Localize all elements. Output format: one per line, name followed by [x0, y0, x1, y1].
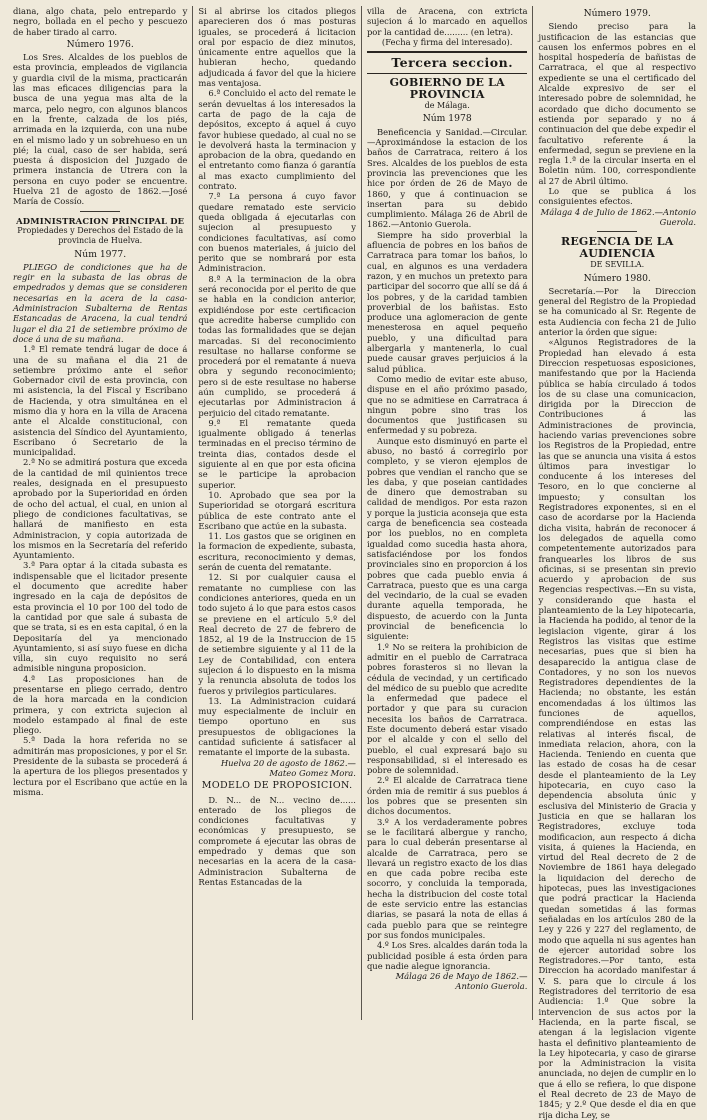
paragraph: Aunque esto disminuyó en parte el abuso, no bastó á corregirlo por completo, y se vieron ejemplos de pobres que vendian el rancho que se les daba, y que poseian cantidades de dinero que demostraban su calidad de mendigos. Por esta razon y porque la justicia aconseja que esta carga de beneficencia sea costeada por los pueblos, no en completa igualdad como sucedia hasta ahora, satisfaciéndose por los fondos provinciales sino en proporcion á los pobres que cada pueblo envia á Carratraca, puesto que es una carga del vecindario, de la cual se evaden durante aquella temporada, he dispuesto, de acuerdo con la Junta provincial de beneficencia lo siguiente: — [366, 435, 528, 642]
paragraph: 3.ª Para optar á la citada subasta es indispensable que el licitador presente el documento que acredite haber ingresado en la caja de depósitos de esta provincia el 10 por 100 del todo de la cantidad por que sale á subasta de que se trata, si es en esta capital, ó en la Depositaría del ya mencionado Ayuntamiento, si así suyo fuese en dicha villa, sin cuyo requisito no será admisible ninguna proposicion. — [13, 560, 188, 674]
column-1 — [8, 6, 192, 1020]
paragraph: Siempre ha sido proverbial la afluencia de pobres en los baños de Carratraca para tomar los baños, lo cual, en algunos es una verdadera razon, y en muchos un pretexto para participar del socorro que allí se dá á los pobres, y de la caridad tambien proverbial de los bañistas. Esto produce una aglomeracion de gente menesterosa en aquel pequeño pueblo, y una dificultad para albergarla y mantenerla, lo cual puede causar graves perjuicios á la salud pública. — [366, 229, 528, 374]
section-heading: ADMINISTRACION PRINCIPAL DE — [16, 215, 185, 226]
paragraph: 13. La Administracion cuidará muy especialmente de incluir en tiempo oportuno en sus presupuestos de obligaciones la cantidad suficiente á satisfacer al rematante el importe de la subasta. — [198, 695, 356, 758]
signature-line: Málaga 4 de Julio de 1862.—Antonio Guerola. — [540, 206, 696, 227]
divider — [597, 231, 637, 232]
continued-paragraph: Si al abrirse los citados pliegos aparecieren dos ó mas posturas iguales, se procederá á licitacion oral por espacio de diez minutos, únicamente entre aquellos que la hubieran hecho, quedando adjudicada á favor del que la hiciere mas ventajosa. — [198, 6, 356, 89]
paragraph: Como medio de evitar este abuso, dispuse en el año próximo pasado, que no se admitiese en Carratraca á ningun pobre sino tras los documentos que justificasen su enfermedad y su pobreza. — [366, 373, 528, 436]
paragraph: 6.ª Concluido el acto del remate le serán devueltas á los interesados la carta de pago de la caja de depósitos, excepto á aquel á cuyo favor hubiese quedado, al cual no se le devolverá hasta la terminacion y aprobacion de la obra, quedando en el entretanto como fianza ó garantía al mas exacto cumplimiento del contrato. — [198, 88, 356, 192]
paragraph: 1.ª El remate tendrá lugar de doce á una de su mañana el dia 21 de setiembre próximo ante el señor Gobernador civil de esta provincia, con mi asistencia, la del Fiscal y Escribano de Hacienda, y otra simultánea en el mismo dia y hora en la villa de Aracena ante el Alcalde constitucional, con asistencia del Síndico del Ayuntamiento, Escribano ó Secretario de la municipalidad. — [13, 344, 188, 458]
column-2 — [192, 6, 361, 1020]
section-title: Tercera seccion. — [367, 51, 528, 74]
paragraph: «Algunos Registradores de la Propiedad han elevado á esta Direccion respetuosas esposiciones, manifestando que por la Hacienda pública se había circulado á todos los de su clase una comunicacion, dirigida por la Direccion de Contribuciones á las Administraciones de provincia, haciendo varias prevenciones sobre los Registros de la Propiedad, entre las que se anuncia una visita á estos últimos para investigar lo conducente á los intereses del Tesoro, en lo que concierne al impuesto; y consultan los Registradores exponentes, si en el caso de acordarse por la Hacienda dicha visita, habrán de reconocer á los delegados de aquella como competentemente autorizados para franquearles los libros de sus oficinas, si se presentan sin previo acuerdo y aprobacion de sus Regencias respectivas.—En su vista, y considerando que hasta el planteamiento de la Ley hipotecaria, la Hacienda ha podido, al tenor de la legislacion vigente, girar á los Registros las visitas que estime necesarias, pues que si bien ha desaparecido la antigua clase de Contadores, y no son los nuevos Registradores dependientes de la Hacienda; no obstante, les están encomendadas á los últimos las funciones de aquellos, comprendiéndose en estas las relativas al interés fiscal, de inmediata relacion, ahora, con la Hacienda. Teniendo en cuenta que las estado de cosas ha de cesar desde el planteamiento de la Ley hipotecaria, en cuyo caso la dependencia absoluta únic y esclusiva del Ministerio de Gracia y Justicia en que se hallaran los Registradores, excluye toda modificacion, aun respecto á dicha visita, á quienes la Hacienda, en virtud del Real decreto de 2 de Noviembre de 1861 haya delegado la liquidacion del derecho de hipotecas, pues las investigaciones que podrá practicar la Hacienda quedan sometidas á las formas señaladas en los artículos 280 de la Ley y 226 y 227 del reglamento, de modo que aquella ni sus agentes han de ejercer autoridad sobre los Registradores.—Por tanto, esta Direccion ha acordado manifestar á V. S. para que lo circule á los Registradores del territorio de esa Audiencia: 1.º Que sobre la intervencion de sus actos por la Hacienda, en la parte fiscal, se atengan á la legislacion vigente hasta el definitivo planteamiento de la Ley hipotecaria, y caso de girarse por la Administracion la visita anunciada, no dejen de cumplir en lo que á ello se refiera, lo que dispone el Real decreto de 23 de Mayo de 1845; y 2.º Que desde el dia en que rija dicha Ley, se — [538, 337, 696, 1120]
paragraph: Los Sres. Alcaldes de los pueblos de esta provincia, empleados de vigilancia y guardia civil de la misma, practicarán las mas eficaces diligencias para la busca de una yegua mas alta de la marca, pelo negro, con algunos blancos en la frente, calzada de los piés, arrimada en la izquierda, con una nube en el mismo lado y un sobrehueso en un pié; la cual, caso de ser habida, será puesta á disposicion del Juzgado de primera instancia de Utrera con la persona en cuyo poder se encuentre. Huelva 21 de agosto de 1862.—José María de Cossío. — [13, 52, 188, 207]
model-heading: MODELO DE PROPOSICION. — [201, 780, 353, 792]
paragraph: 3.º A los verdaderamente pobres se le facilitará albergue y rancho, para lo cual deberán presentarse al alcalde de Carratraca, pero se llevará un registro exacto de los dias en que cada pobre reciba este socorro, y concluida la temporada, hecha la distribucion del coste total de este servicio entre las estancias diarias, se pasará la nota de ellas á cada pueblo para que se reintegre por sus fondos municipales. — [366, 816, 528, 940]
divider — [80, 211, 120, 212]
paragraph: 9.ª El rematante queda igualmente obligado á tenerlas terminadas en el preciso término de treinta dias, contados desde el siguiente al en que por esta oficina se le participe la aprobacion superior. — [198, 417, 356, 490]
paragraph: D. N... de N... vecino de...... enterado de los pliegos de condiciones facultativas y económicas y presupuesto, se compromete á ejecutar las obras de empedrado y demas que son necesarias en la acera de la casa-Administracion Subalterna de Rentas Estancadas de la — [198, 794, 356, 887]
paragraph: 5.ª Dada la hora referida no se admitirán mas proposiciones, y por el Sr. Presidente de la subasta se procederá á la apertura de los pliegos presentados y lectura por el Escribano que actúe en la misma. — [13, 735, 188, 797]
paragraph: Beneficencia y Sanidad.—Circular.—Aproximándose la estacion de los baños de Carratraca, reitero á los Sres. Alcaldes de los pueblos de esta provincia las prevenciones que les hice por órden de 26 de Mayo de 1860, y que á continuacion se insertan para su debido cumplimiento. Málaga 26 de Abril de 1862.—Antonio Guerola. — [366, 126, 528, 230]
paragraph: Siendo preciso para la justificacion de las estancias que causen los enfermos pobres en el hospital hospedería de bañistas de Carratraca, el que al respectivo expediente se una el certificado del Alcalde expresivo de ser el interesado pobre de solemnidad, he acordado que dicho documento se estienda por separado y no á continuacion del que debe expedir el facultativo referente á la enfermedad, segun se previene en la regla 1.ª de la circular inserta en el Boletin núm. 100, correspondiente al 27 de Abril último. — [538, 21, 696, 186]
continued-paragraph: diana, algo chata, pelo entrepardo y negro, bollada en el pecho y pescuezo de haber tirado al carro. — [13, 6, 188, 37]
paragraph: 4.º Los Sres. alcaldes darán toda la publicidad posible á esta órden para que nadie alegue ignorancia. — [366, 940, 528, 971]
section-subheading: de Málaga. — [424, 101, 470, 111]
paragraph: 7.ª La persona á cuyo favor quedare rematado este servicio queda obligada á ejecutarlas con sujecion al presupuesto y condiciones facultativas, así como con buenos materiales, á juicio del perito que se nombrará por esta Administracion. — [198, 191, 356, 274]
signature-line: Málaga 26 de Mayo de 1862.—Antonio Guerola. — [395, 971, 528, 992]
paragraph: 10. Aprobado que sea por la Superioridad se otorgará escritura pública de este contrato ante el Escribano que actúe en la subasta. — [198, 489, 356, 531]
paragraph: 1.º No se reitera la prohibicion de admitir en el pueblo de Carratraca pobres forasteros si no llevan la cédula de vecindad, y un certificado del médico de su pueblo que acredite la enfermedad que padece el portador y que para su curacion necesita los baños de Carratraca. Este documento deberá estar visado por el alcalde y con el sello del pueblo, el cual expresará bajo su responsabilidad, si el interesado es pobre de solemnidad. — [366, 641, 528, 776]
paragraph: 4.ª Las proposiciones han de presentarse en pliego cerrado, dentro de la hora marcada en la condicion primera, y con extricta sujecion al modelo estampado al final de este pliego. — [13, 673, 188, 736]
form-note: (Fecha y firma del interesado). — [381, 36, 513, 47]
column-4 — [532, 6, 701, 1120]
paragraph: 12. Si por cualquier causa el rematante no cumpliese con las condiciones anteriores, queda en un todo sujeto á lo que para estos casos se previene en el artículo 5.º del Real decreto de 27 de febrero de 1852, al 19 de la Instruccion de 15 de setiembre siguiente y al 11 de la Ley de Contabilidad, con entera sujecion á lo dispuesto en la misma y la renuncia absoluta de todos los fueros y privilegios particulares. — [198, 572, 356, 696]
section-heading: REGENCIA DE LA AUDIENCIA — [561, 235, 674, 261]
section-subheading: DE SEVILLA. — [590, 260, 645, 270]
paragraph: 2.º El alcalde de Carratraca tiene órden mia de remitir á sus pueblos á los pobres que se presenten sin dichos documentos. — [366, 775, 528, 817]
continued-paragraph: villa de Aracena, con extricta sujecion á lo marcado en aquellos por la cantidad de......... (en letra). — [366, 6, 528, 37]
section-heading: GOBIERNO DE LA PROVINCIA — [389, 76, 505, 102]
notice-number: Núm 1978 — [422, 113, 472, 125]
notice-intro: PLIEGO de condiciones que ha de regir en la subasta de las obras de empedrados y demas que se consideren necesarias en la acera de la casa-Administracion Subalterna de Rentas Estancadas de Aracena, la cual tendrá lugar el dia 21 de setiembre próximo de doce á una de su mañana. — [13, 261, 188, 344]
paragraph: Secretaría.—Por la Direccion general del Registro de la Propiedad se ha comunicado al Sr. Regente de esta Audiencia con fecha 21 de Julio anterior la órden que sigue: — [538, 285, 696, 338]
paragraph: 11. Los gastos que se originen en la formacion de expediente, subasta, escritura, reconocimiento y demas, serán de cuenta del rematante. — [198, 531, 356, 573]
notice-number: Núm 1977. — [74, 248, 127, 260]
notice-number: Número 1976. — [66, 38, 134, 50]
paragraph: 8.ª A la terminacion de la obra será reconocida por el perito de que se habla en la condicion anterior, expidiéndose por este certificacion que acredite haberse cumplido con todas las formalidades que se dejan marcadas. Si del reconocimiento resultase no hallarse conforme se procederá por el rematante á nueva obra y segundo reconocimiento; pero si de este resultase no haberse aún cumplido, se procederá á ejecutarlas por Administracion á perjuicio del citado rematante. — [198, 273, 356, 418]
section-subheading: Propiedades y Derechos del Estado de la provincia de Huelva. — [17, 225, 184, 246]
paragraph: 2.ª No se admitirá postura que exceda de la cantidad de mil quinientos trece reales, designada en el presupuesto aprobado por la Superioridad en órden de ocho del actual, el cual, en union al pliego de condiciones facultativas, se hallará de manifiesto en esta Administracion, y copia autorizada de los mismos en la Secretaría del referido Ayuntamiento. — [13, 457, 188, 561]
notice-number: Número 1980. — [583, 272, 651, 284]
signature-line: Huelva 20 de agosto de 1862.—Mateo Gomez Mora. — [220, 757, 356, 778]
paragraph: Lo que se publica á los consiguientes efectos. — [538, 186, 696, 207]
column-3 — [361, 6, 533, 1020]
notice-number: Número 1979. — [583, 8, 651, 19]
